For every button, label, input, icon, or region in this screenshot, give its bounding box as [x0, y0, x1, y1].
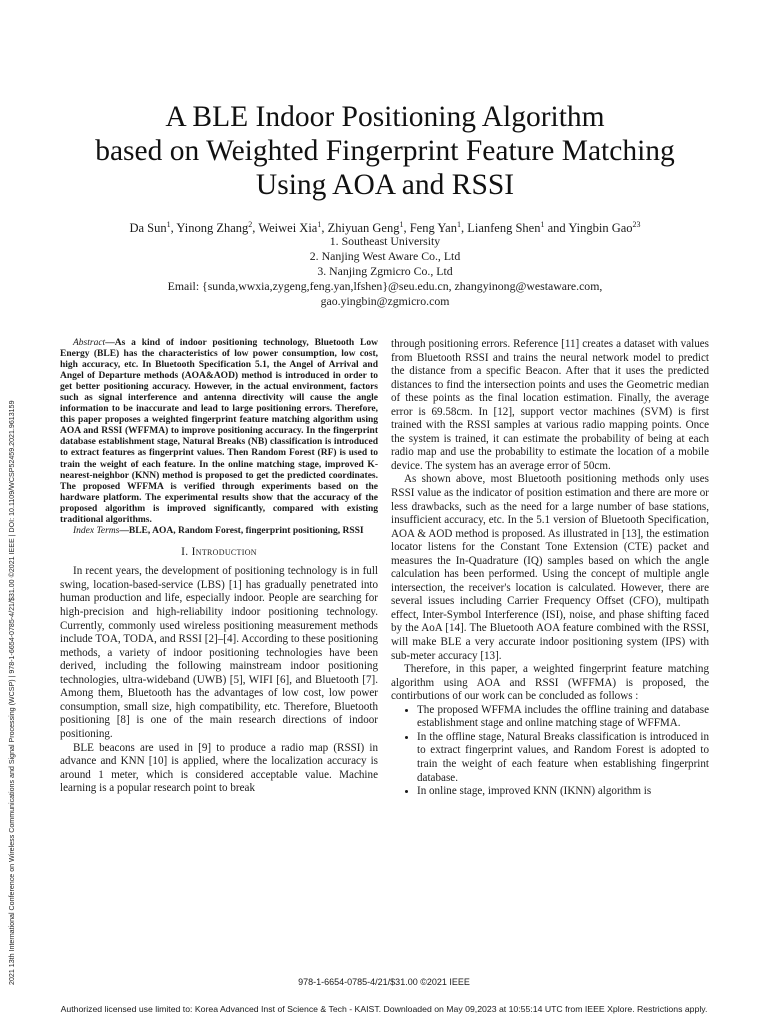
- author-separator: ,: [403, 221, 410, 236]
- right-column: [391, 338, 709, 799]
- sidebar-citation: 2021 13th International Conference on Wireless Communications and Signal Processing (WCSP) | 978-1-6654-0785-4/21/$31.00 ©2021 IEEE | DOI: 10.1109/WCSP52459.2021.9613159: [8, 400, 16, 985]
- right-paragraph-2: As shown above, most Bluetooth positioning methods only uses RSSI value as the indicator of position estimation and there are more or less drawbacks, such as the need for a large number of base stations, insufficient accuracy, etc. In the 5.1 version of Bluetooth Specification, AOA & AOD method is proposed. As illustrated in [13], the estimation locator listens for the Constant Tone Extension (CTE) packet and measures the In-Quadrature (IQ) samples based on which the angle calculation has been performed. Using the concept of multiple angle intersection, the receiver's location is calculated. However, there are several issues including Carrier Frequency Offset (CFO), multipath effect, Inter-Symbol Interference (ISI), noise, and phase shifting faced by the AoA [14]. The Bluetooth AOA feature combined with the RSSI, will make BLE a very accurate indoor positioning system (IPS) with sub-meter accuracy [13].: [391, 473, 709, 662]
- email-line-2: gao.yingbin@zgmicro.com: [320, 294, 450, 308]
- author-name: Zhiyuan Geng: [327, 221, 400, 236]
- intro-paragraph-2: BLE beacons are used in [9] to produce a radio map (RSSI) in advance and KNN [10] is applied, where the localization accuracy is around 1 meter, which is considered acceptable value. Machine learning is a popular research point to break: [60, 741, 378, 795]
- title-line-1: A BLE Indoor Positioning Algorithm: [165, 101, 605, 133]
- title-line-2: based on Weighted Fingerprint Feature Matching: [95, 135, 675, 167]
- author-name: Da Sun: [129, 221, 167, 236]
- section-numeral: I.: [181, 545, 189, 558]
- author-affiliation-mark: 1: [399, 220, 404, 229]
- list-item: • In the offline stage, Natural Breaks classification is introduced in to extract fingerprint values, and Random Forest is adopted to train the weight of each feature when establishing fingerprint database.: [417, 731, 709, 785]
- section-title: Introduction: [191, 545, 257, 558]
- paper-title: [60, 100, 710, 202]
- author-affiliation-mark: 1: [540, 220, 545, 229]
- author-name: Weiwei Xia: [258, 221, 318, 236]
- author-separator: and: [544, 221, 569, 236]
- index-terms-label: Index Terms: [73, 525, 120, 536]
- author-separator: ,: [460, 221, 468, 236]
- author-affiliation-mark: 23: [632, 220, 641, 229]
- list-item: • The proposed WFFMA includes the offline training and database establishment stage and online matching stage of WFFMA.: [417, 704, 709, 731]
- contribution-list: [391, 704, 709, 799]
- intro-paragraph-1: In recent years, the development of positioning technology is in full swing, location-based-service (LBS) [1] has gradually penetrated into human production and life, especially indoor. People are searching for high-precision and high-reliability indoor positioning technology. Currently, commonly used wireless positioning measurement methods include TOA, TODA, and RSSI [2]–[4]. According to these positioning methods, a variety of indoor positioning technologies have been derived, including the following mainstream indoor positioning technologies, ultra-wideband (UWB) [5], WIFI [6], and Bluetooth [7]. Among them, Bluetooth has the advantages of low cost, low power consumption, small size, high compatibility, etc. Therefore, Bluetooth positioning [8] is one of the main research directions of indoor positioning.: [60, 565, 378, 740]
- list-item: • In online stage, improved KNN (IKNN) algorithm is: [417, 785, 709, 799]
- index-terms: [60, 526, 378, 537]
- license-notice: Authorized licensed use limited to: Korea Advanced Inst of Science & Tech - KAIST. Downloaded on May 09,2023 at 10:55:14 UTC from IEEE Xplore. Restrictions apply.: [60, 1004, 708, 1014]
- section-heading: [60, 546, 378, 560]
- title-line-3: Using AOA and RSSI: [255, 169, 515, 201]
- author-name: Feng Yan: [409, 221, 457, 236]
- author-name: Yinong Zhang: [176, 221, 249, 236]
- index-terms-text: —BLE, AOA, Random Forest, fingerprint positioning, RSSI: [119, 525, 364, 536]
- right-paragraph-3: Therefore, in this paper, a weighted fingerprint feature matching algorithm using AOA and RSSI (WFFMA) is proposed, the contirbutions of our work can be concluded as follows :: [391, 663, 709, 703]
- author-separator: ,: [321, 221, 328, 236]
- doi-sidebar: [8, 225, 22, 985]
- author-separator: ,: [170, 221, 177, 236]
- author-affiliation-mark: 2: [248, 220, 253, 229]
- abstract-text: —As a kind of indoor positioning technology, Bluetooth Low Energy (BLE) has the characteristics of low power consumption, low cost, high accuracy, etc. In Bluetooth Specification 5.1, the Angel of Arrival and Angel of Departure methods (AOA&AOD) method is introduced in order to get better positioning accuracy. However, in the actual environment, factors such as signal interference and antenna directivity will cause the angle information to be inaccurate and lead to large positioning errors. Therefore, this paper proposes a weighted fingerprint feature matching algorithm using AOA and RSSI (WFFMA) to improve positioning accuracy. In the fingerprint database establishment stage, Natural Breaks (NB) classification is introduced to extract features as fingerprint values. Then Random Forest (RF) is used to train the weight of each feature. In the online matching stage, improved K-nearest-neighbor (KNN) method is proposed to get the predicted coordinates. The proposed WFFMA is verified through experiments based on the hardware platform. The experimental results show that the accuracy of the proposed algorithm is improved significantly, compared with existing traditional algorithms.: [60, 338, 378, 525]
- author-affiliation-mark: 1: [166, 220, 171, 229]
- affiliation-2: 2. Nanjing West Aware Co., Ltd: [309, 249, 461, 263]
- right-paragraph-1: through positioning errors. Reference [11] creates a dataset with values from Bluetooth RSSI and trains the neural network model to predict the distance from a specific Beacon. After that it uses the predicted distances to find the intersection points and uses the Geometric median of these points as the final location estimation. Finally, the average error is 69.58cm. In [12], support vector machines (SVM) is first trained with the RSSI samples at various radio mapping points. Once the system is trained, it can estimate the probability of being at each radio map and use the probability to estimate the location of a mobile device. The system has an average error of 50cm.: [391, 338, 709, 472]
- affiliation-1: 1. Southeast University: [329, 234, 441, 248]
- author-separator: ,: [252, 221, 259, 236]
- abstract: [60, 338, 378, 526]
- author-affiliation-mark: 1: [317, 220, 322, 229]
- author-affiliation-mark: 1: [456, 220, 461, 229]
- affiliation-3: 3. Nanjing Zgmicro Co., Ltd: [317, 264, 453, 278]
- footer-isbn: 978-1-6654-0785-4/21/$31.00 ©2021 IEEE: [298, 977, 470, 987]
- abstract-label: Abstract: [73, 338, 106, 348]
- author-name: Yingbin Gao: [568, 221, 633, 236]
- left-column: [60, 338, 378, 796]
- author-name: Lianfeng Shen: [467, 221, 541, 236]
- email-line-1: Email: {sunda,wwxia,zygeng,feng.yan,lfshen}@seu.edu.cn, zhangyinong@westaware.com,: [167, 279, 603, 293]
